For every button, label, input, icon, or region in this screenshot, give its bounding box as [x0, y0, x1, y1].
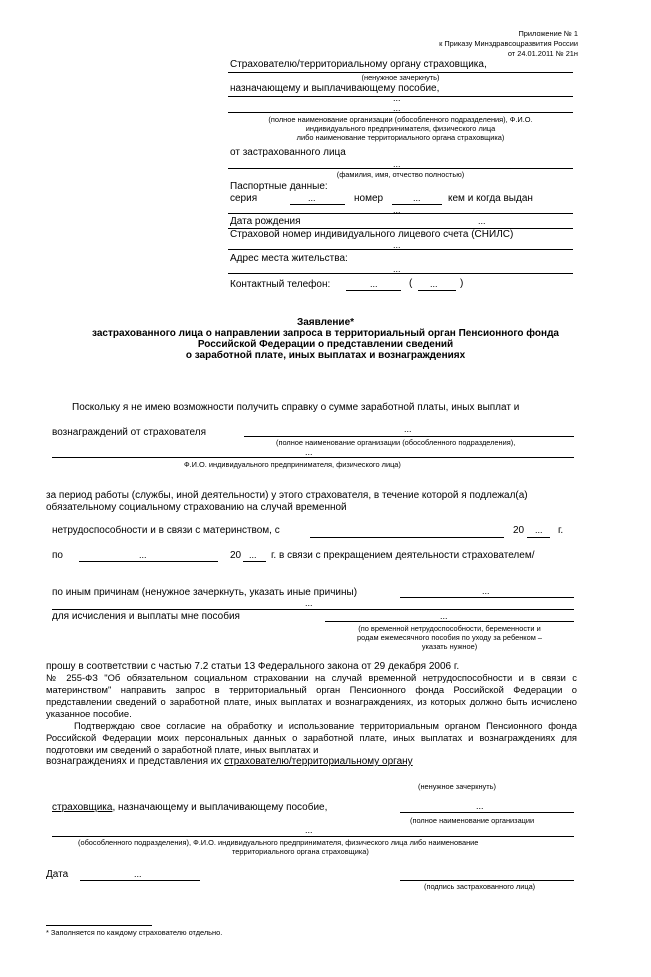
full-org-hint: (полное наименование организации [410, 816, 535, 825]
fio-ip-hint: Ф.И.О. индивидуального предпринимателя, физического лица) [184, 460, 401, 469]
date-label: Дата [46, 869, 69, 880]
recipient-label: Страхователю/территориальному органу страховщика, [230, 59, 487, 70]
other-reasons-label: по иным причинам (ненужное зачеркнуть, указать иные причины) [52, 587, 358, 598]
benefit-hint-3: указать нужное) [421, 642, 478, 651]
insurer-field[interactable] [244, 436, 574, 437]
consent-recipient-underlined: страхователю/территориальному органу [224, 756, 413, 767]
consent-last-line [46, 757, 413, 767]
insurer-rest: , назначающему и выплачивающему пособие, [112, 802, 328, 813]
address-ellipsis: ... [393, 264, 401, 274]
consent-org-ellipsis: ... [476, 801, 484, 811]
snils-field[interactable] [228, 249, 573, 250]
period-start-year-prefix: 20 [513, 525, 525, 536]
consent-org-ellipsis-2: ... [305, 825, 313, 835]
paragraph-2a: за период работы (службы, иной деятельности) у этого страхователя, в течение которой я подлежал(а) [46, 490, 528, 501]
other-reasons-ellipsis-2: ... [305, 598, 313, 608]
fio-hint: (фамилия, имя, отчество полностью) [336, 170, 465, 179]
insurer-field-2[interactable] [52, 457, 574, 458]
org-full-hint: (полное наименование организации (обособленного подразделения), [276, 438, 516, 447]
request-paragraph: № 255-ФЗ "Об обязательном социальном страховании на случай временной нетрудоспособности и в связи с материнством" направить запрос в территориальный орган Пенсионного фонда Российской Федерации о представлении сведений о заработной плате, иных выплатах и вознаграждениях, из которых должно быть исчислено указанное пособие. [46, 672, 577, 719]
series-label: серия [230, 193, 258, 204]
org-hint-1: (полное наименование организации (обособленного подразделения), Ф.И.О. [268, 115, 533, 124]
phone-number-field[interactable] [418, 290, 456, 291]
period-start-field[interactable] [310, 537, 504, 538]
insurer-line [52, 803, 327, 813]
period-end-field[interactable] [79, 561, 218, 562]
number-ellipsis: ... [413, 193, 421, 203]
date-ellipsis: ... [134, 869, 142, 879]
period-end-year-prefix: 20 [230, 550, 242, 561]
benefit-ellipsis: ... [440, 611, 448, 621]
phone-label: Контактный телефон: [230, 279, 331, 290]
po-label: по [52, 550, 63, 561]
fio-ellipsis: ... [393, 159, 401, 169]
phone-paren-open: ( [409, 278, 413, 289]
order-date: от 24.01.2011 № 21н [507, 49, 578, 58]
fio-line[interactable] [228, 168, 573, 169]
other-reasons-field-2[interactable] [52, 609, 574, 610]
issued-label: кем и когда выдан [448, 193, 533, 204]
footnote-separator [46, 925, 152, 926]
signature-field[interactable] [400, 880, 574, 881]
benefit-hint-1: (по временной нетрудоспособности, беременности и [358, 624, 541, 633]
benefit-hint-2: родам ежемесячного пособия по уходу за ребенком – [357, 633, 542, 642]
period-end-year-field[interactable] [243, 561, 266, 562]
other-reasons-ellipsis: ... [482, 586, 490, 596]
consent-org-field-2[interactable] [52, 836, 574, 837]
order-reference: к Приказу Минздравсоцразвития России [439, 39, 578, 48]
insurer-underlined: страховщика [52, 802, 113, 813]
title-line-1: Заявление* [296, 317, 355, 328]
period-start-year-ellipsis: ... [535, 525, 543, 535]
paragraph-2c: нетрудоспособности и в связи с материнством, с [52, 525, 280, 536]
series-ellipsis: ... [308, 193, 316, 203]
other-reasons-field[interactable] [400, 597, 574, 598]
request-first-line: прошу в соответствии с частью 7.2 статьи 13 Федерального закона от 29 декабря 2006 г. [46, 661, 460, 672]
recipient2-label: назначающему и выплачивающему пособие, [230, 83, 440, 94]
passport-label: Паспортные данные: [230, 181, 328, 192]
period-end-ellipsis: ... [139, 550, 147, 560]
termination-text: г. в связи с прекращением деятельности страхователем/ [271, 550, 535, 561]
title-line-2: застрахованного лица о направлении запроса в территориальный орган Пенсионного фонда [91, 328, 559, 339]
benefit-type-field[interactable] [325, 621, 574, 622]
period-start-year-field[interactable] [527, 537, 550, 538]
issued-line[interactable] [228, 213, 573, 214]
phone-code-field[interactable] [346, 290, 401, 291]
title-line-4: о заработной плате, иных выплатах и вознаграждениях [185, 350, 466, 361]
number-label: номер [354, 193, 384, 204]
snils-ellipsis: ... [393, 240, 401, 250]
phone-ellipsis-1: ... [370, 279, 378, 289]
paragraph-1b: вознаграждений от страхователя [52, 427, 206, 438]
address-label: Адрес места жительства: [230, 253, 348, 264]
sub-hint-1: (обособленного подразделения), Ф.И.О. индивидуального предпринимателя, физического лица либо наименование [78, 838, 479, 847]
appendix-number: Приложение № 1 [518, 29, 578, 38]
birth-label: Дата рождения [230, 216, 301, 227]
date-field[interactable] [80, 880, 200, 881]
org-hint-3: либо наименование территориального органа страховщика) [296, 133, 505, 142]
consent-org-field[interactable] [400, 812, 574, 813]
issued-ellipsis: ... [393, 205, 401, 215]
birth-ellipsis: ... [478, 216, 486, 226]
consent-last-text: вознаграждениях и представления их [46, 756, 222, 767]
footnote: * Заполняется по каждому страхователю отдельно. [46, 928, 223, 937]
unneeded-hint: (ненужное зачеркнуть) [418, 782, 496, 791]
org-hint-2: индивидуального предпринимателя, физического лица [305, 124, 496, 133]
paragraph-1: Поскольку я не имею возможности получить справку о сумме заработной платы, иных выплат и [72, 402, 520, 413]
period-start-year-suffix: г. [558, 525, 564, 536]
address-field[interactable] [228, 273, 573, 274]
for-benefit-label: для исчисления и выплаты мне пособия [52, 611, 240, 622]
phone-paren-close: ) [460, 278, 464, 289]
insurer-ellipsis: ... [404, 424, 412, 434]
phone-ellipsis-2: ... [430, 279, 438, 289]
series-field[interactable] [290, 204, 345, 205]
insurer-ellipsis-2: ... [305, 447, 313, 457]
snils-label: Страховой номер индивидуального лицевого счета (СНИЛС) [230, 229, 514, 240]
period-end-year-ellipsis: ... [249, 550, 257, 560]
recipient-ellipsis: ... [393, 93, 401, 103]
paragraph-2b: обязательному социальному страхованию на случай временной [46, 502, 347, 513]
org-ellipsis: ... [393, 103, 401, 113]
sub-hint-2: территориального органа страховщика) [232, 847, 369, 856]
signature-hint: (подпись застрахованного лица) [424, 882, 536, 891]
recipient-hint: (ненужное зачеркнуть) [361, 73, 440, 82]
from-insured-label: от застрахованного лица [230, 147, 346, 158]
consent-paragraph: Подтверждаю свое согласие на обработку и использование территориальным органом Пенсионного фонда Российской Федерации моих персональных данных о заработной плате, иных выплатах и вознаграждениях для подготовки им сведений о заработной плате, иных выплатах и [46, 720, 577, 755]
title-line-3: Российской Федерации о представлении сведений [197, 339, 454, 350]
